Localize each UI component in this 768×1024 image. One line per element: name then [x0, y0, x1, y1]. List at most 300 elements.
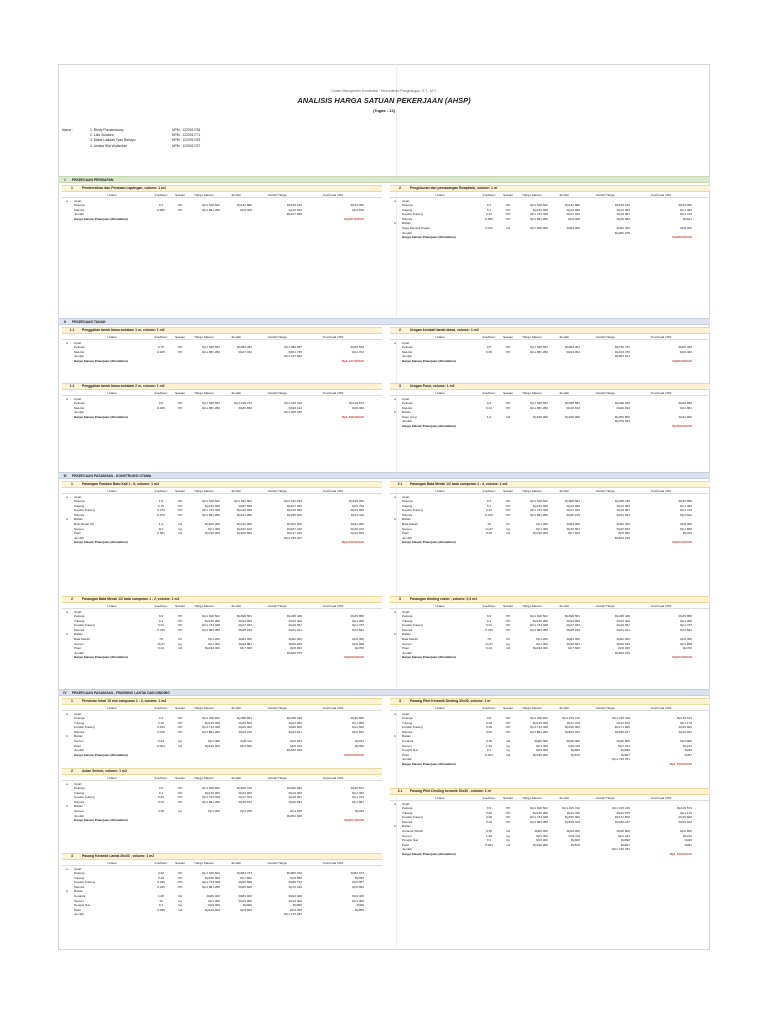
table-cell: Rp265.720: [236, 786, 252, 791]
table-cell: Rp171.600: [614, 725, 630, 730]
table-cell: Rp990: [292, 903, 302, 908]
column-header: Overhead 10%: [322, 604, 344, 608]
column-header: [390, 706, 400, 710]
table-cell: Rp31.041: [616, 512, 630, 517]
table-cell: Rp1.881.280: [202, 512, 220, 517]
table-cell: Rp351.000: [286, 813, 302, 818]
table-cell: a: [66, 340, 68, 345]
table-cell: Tukang: [402, 207, 413, 212]
table-cell: kg: [506, 748, 510, 753]
table-cell: OH: [505, 618, 511, 623]
table-cell: Rp26.572: [350, 786, 364, 791]
table-cell: Rp1.720.000,00: [669, 852, 692, 857]
table-cell: Mandor: [402, 216, 413, 221]
section-title: Pasang Plint Dinding keramik 30x30 , volume: 1 m': [410, 789, 492, 794]
table-cell: Upah: [74, 866, 82, 871]
table-cell: Rp250.800: [614, 414, 630, 419]
section-title-bar: [390, 327, 710, 334]
table-cell: a: [394, 711, 396, 716]
member-npm: NPM : 1220017/92: [172, 138, 201, 143]
table-cell: Jumlah: [74, 912, 84, 917]
table-cell: Upah: [74, 781, 82, 786]
table-cell: Rp9.000: [536, 748, 548, 753]
table-cell: OH: [505, 623, 511, 628]
column-header: Overhead 10%: [322, 776, 344, 780]
table-cell: 0.015: [157, 729, 165, 734]
table-cell: m3: [505, 842, 511, 847]
table-cell: 0.1: [486, 838, 492, 843]
table-cell: Rp9.406: [240, 207, 252, 212]
table-cell: Keramik: [402, 739, 414, 744]
table-cell: Rp709.933: [614, 419, 630, 424]
table-cell: Rp20.694: [288, 799, 302, 804]
table-cell: 0.1: [158, 903, 164, 908]
table-cell: Rp152.100: [236, 526, 252, 531]
table-cell: Harga Satuan Pekerjaan (dibulatkan): [402, 358, 456, 363]
table-cell: a: [66, 711, 68, 716]
table-cell: Rp9.000: [208, 903, 220, 908]
table-cell: 0.1: [486, 748, 492, 753]
table-cell: Rp1.408.439: [284, 410, 302, 415]
table-cell: Rp17.333: [238, 795, 252, 800]
table-cell: Rp9.405: [290, 907, 302, 912]
table-cell: Rp14.300: [616, 618, 630, 623]
table-cell: Mandor: [74, 405, 85, 410]
column-header: Uraian: [107, 604, 117, 608]
table-cell: 0.035: [157, 880, 165, 885]
table-cell: OH: [505, 729, 511, 734]
table-cell: kg: [178, 898, 182, 903]
table-cell: a: [394, 198, 396, 203]
table-cell: Rp30.800: [616, 829, 630, 834]
table-cell: Bata Merah: [74, 637, 90, 642]
table-cell: 70: [487, 522, 491, 527]
column-header: Satuan: [503, 335, 513, 339]
table-cell: Rp1.733.328: [530, 508, 548, 513]
table-cell: Rp7.600: [568, 531, 580, 536]
ahsp-section: [62, 383, 382, 419]
ahsp-section: [390, 788, 710, 857]
table-cell: Rp1.720.781: [612, 847, 630, 852]
table-cell: Rp22.800: [678, 414, 692, 419]
table-cell: Rp4.560: [240, 743, 252, 748]
column-header: Overhead 10%: [650, 489, 672, 493]
table-cell: Rp13.000: [566, 207, 580, 212]
column-header: Jumlah Harga: [595, 391, 615, 395]
table-cell: Rp28.219: [566, 512, 580, 517]
table-cell: b: [66, 734, 68, 739]
table-cell: Rp19.500: [238, 720, 252, 725]
table-cell: OH: [505, 508, 511, 513]
ahsp-section: [62, 481, 382, 545]
table-cell: Rp941: [682, 216, 692, 221]
table-cell: Rp1.328.602: [530, 499, 548, 504]
table-cell: Rp39.858: [350, 614, 364, 619]
section-number: 1: [71, 482, 73, 487]
column-header: Jumlah: [231, 604, 241, 608]
table-cell: Rp20.549: [616, 641, 630, 646]
table-cell: 0.09: [485, 815, 493, 820]
column-header: Jumlah Harga: [267, 776, 287, 780]
table-cell: Rp760: [682, 646, 692, 651]
table-cell: Rp1.300: [208, 641, 220, 646]
column-header: Overhead 10%: [322, 861, 344, 865]
column-header: Jumlah Harga: [267, 706, 287, 710]
table-cell: Rp130.000: [532, 618, 548, 623]
table-cell: Rp30.800: [616, 739, 630, 744]
table-cell: 0.04: [485, 531, 493, 536]
table-cell: Semen: [74, 526, 84, 531]
table-cell: Rp629.000,00: [344, 655, 364, 660]
ahsp-section: [62, 768, 382, 823]
column-header: Jumlah Harga: [267, 193, 287, 197]
table-cell: Rp17.333: [566, 623, 580, 628]
table-cell: m3: [505, 226, 511, 231]
table-cell: a: [66, 198, 68, 203]
table-cell: Upah: [402, 609, 410, 614]
total-row: [390, 235, 710, 240]
table-cell: Jumlah: [74, 354, 84, 359]
table-cell: Rp1.328.602: [530, 614, 548, 619]
table-cell: Bahan: [402, 517, 411, 522]
table-cell: Rp4.225: [240, 809, 252, 814]
table-cell: 14.37: [485, 641, 493, 646]
column-header: Jumlah: [559, 489, 569, 493]
table-cell: Rp142.999: [286, 508, 302, 513]
table-cell: Rp80.000: [534, 739, 548, 744]
section-title: Pasangan Bata Merah 1/2 batu campuran 1 : 2, volume: 1 m2: [82, 597, 180, 602]
table-cell: Rp119.574: [349, 401, 364, 406]
column-header: Jumlah Harga: [595, 489, 615, 493]
table-cell: OH: [505, 499, 511, 504]
column-header: Jumlah Harga: [595, 193, 615, 197]
table-cell: 6.24: [157, 739, 165, 744]
table-cell: 0.075: [157, 508, 165, 513]
total-row: [62, 540, 382, 545]
section-title: Penggalian tanah biasa sedalam 2 m, volume: 1 m3: [82, 384, 165, 389]
section-number: 2: [71, 597, 73, 602]
table-cell: Mandor: [402, 349, 413, 354]
table-cell: Rp627: [620, 752, 630, 757]
table-cell: Rp1.881: [352, 799, 364, 804]
table-cell: 18.37: [157, 641, 165, 646]
table-cell: Rp282.278: [614, 230, 630, 235]
column-header: Satuan: [503, 391, 513, 395]
total-row: [390, 852, 710, 857]
total-row: [62, 217, 382, 222]
table-cell: Rp533.469: [286, 748, 302, 753]
table-cell: 0.025: [157, 349, 165, 354]
section-title-bar: [62, 481, 382, 488]
table-cell: Rp1.195.742: [562, 716, 580, 721]
table-cell: Rp10.382: [616, 216, 630, 221]
table-cell: 0.005: [157, 207, 165, 212]
column-header: Jumlah Harga: [595, 706, 615, 710]
table-cell: OH: [505, 627, 511, 632]
table-cell: b: [394, 517, 396, 522]
column-header: Koefisien: [154, 706, 168, 710]
table-cell: Pekerja: [74, 203, 85, 208]
table-cell: Rp11.700: [566, 720, 580, 725]
table-cell: a: [66, 866, 68, 871]
column-header: Koefisien: [482, 796, 496, 800]
table-cell: Rp107.250: [286, 503, 302, 508]
table-cell: Rp2.331: [618, 743, 630, 748]
table-cell: Rp1.733.328: [530, 815, 548, 820]
table-cell: Batu Belah 20: [74, 522, 94, 527]
table-cell: 0.01: [485, 623, 493, 628]
section-number: 1: [71, 699, 73, 704]
table-cell: 0.3: [158, 614, 164, 619]
table-cell: Mandor: [402, 819, 413, 824]
table-cell: Semen: [74, 641, 84, 646]
column-header: Harga Satuan: [522, 706, 542, 710]
table-cell: b: [66, 517, 68, 522]
section-title-bar: [62, 383, 382, 390]
section-title-bar: [390, 596, 710, 603]
section-title-bar: [390, 698, 710, 705]
table-cell: m2: [505, 739, 511, 744]
table-cell: b: [66, 889, 68, 894]
table-cell: Rp351.000,00: [344, 818, 364, 823]
table-cell: a: [66, 494, 68, 499]
table-cell: Kepala Tukang: [402, 815, 423, 820]
table-cell: OH: [177, 795, 183, 800]
table-cell: Tukang: [402, 720, 413, 725]
table-cell: 0.01: [157, 623, 165, 628]
table-cell: Rp8.400: [680, 637, 692, 642]
table-cell: m3: [177, 522, 183, 527]
table-cell: a: [394, 396, 396, 401]
table-cell: bh: [178, 637, 182, 642]
table-cell: Rp8.923: [290, 739, 302, 744]
column-header: Overhead 10%: [650, 604, 672, 608]
category-band: [58, 176, 710, 183]
table-cell: Harga Satuan Pekerjaan (dibulatkan): [74, 655, 128, 660]
column-header: [62, 391, 72, 395]
table-cell: 0.1: [158, 618, 164, 623]
table-cell: Rp1.950: [352, 720, 364, 725]
table-cell: Rp438.439: [286, 614, 302, 619]
table-cell: m2: [177, 894, 183, 899]
table-cell: Rp423: [354, 809, 364, 814]
ahsp-section: [62, 327, 382, 363]
table-cell: Rp8.400: [352, 894, 364, 899]
table-cell: Pekerja: [402, 614, 413, 619]
column-header: Jumlah: [231, 335, 241, 339]
table-cell: Upah: [402, 396, 410, 401]
table-cell: 0.05: [485, 349, 493, 354]
column-header: Overhead 10%: [322, 335, 344, 339]
table-cell: Rp190.000: [532, 842, 548, 847]
table-cell: Bata Merah: [402, 522, 418, 527]
table-cell: m3: [177, 531, 183, 536]
table-cell: OH: [505, 614, 511, 619]
section-title: Pasang Keramik Lantai 30x30 , volume: 1 m2: [82, 854, 155, 859]
table-cell: Rp1.881.280: [202, 349, 220, 354]
table-cell: Rp80.000: [206, 894, 220, 899]
table-cell: Pekerja: [402, 806, 413, 811]
table-cell: Jumlah: [74, 410, 84, 415]
table-cell: Rp106.590: [236, 531, 252, 536]
column-header: [390, 391, 400, 395]
column-header: Harga Satuan: [522, 604, 542, 608]
column-header: [390, 796, 400, 800]
table-cell: kg: [506, 743, 510, 748]
table-cell: Tukang: [402, 618, 413, 623]
table-cell: Pasir: [402, 842, 410, 847]
table-cell: Rp65.845: [238, 884, 252, 889]
table-cell: OH: [177, 503, 183, 508]
table-cell: Rp14.300: [288, 618, 302, 623]
table-cell: 70: [487, 637, 491, 642]
table-cell: Bahan: [74, 734, 83, 739]
table-cell: Rp2.822: [680, 512, 692, 517]
table-cell: Rp760: [682, 531, 692, 536]
table-cell: OH: [505, 401, 511, 406]
table-cell: Harga Satuan Pekerjaan (dibulatkan): [402, 762, 456, 767]
total-row: [62, 818, 382, 823]
table-cell: OH: [505, 716, 511, 721]
table-cell: Rp1.328.602: [202, 871, 220, 876]
table-cell: m3: [505, 414, 511, 419]
group-members: [62, 128, 232, 149]
section-title: Urugan Pasir, volume: 1 m3: [410, 384, 455, 389]
table-cell: Rp13.000: [566, 618, 580, 623]
table-cell: Keramik 30x30: [402, 829, 423, 834]
table-cell: Rp1.328.602: [530, 203, 548, 208]
table-cell: Tukang: [74, 875, 85, 880]
table-cell: Bahan: [402, 221, 411, 226]
table-cell: Rp20.694: [616, 405, 630, 410]
table-cell: Rp760: [354, 646, 364, 651]
column-header: Uraian: [107, 861, 117, 865]
table-cell: Kayu Meranti Papan: [402, 226, 431, 231]
table-cell: Rp1.328.602: [530, 345, 548, 350]
table-cell: Rp1.300: [680, 207, 692, 212]
total-row: [390, 540, 710, 545]
table-cell: Harga Satuan Pekerjaan (dibulatkan): [402, 540, 456, 545]
members-label: Nama :: [62, 128, 73, 132]
table-cell: kg: [178, 739, 182, 744]
table-cell: 0.075: [157, 512, 165, 517]
table-cell: Rp92.400: [288, 637, 302, 642]
table-cell: Mandor: [402, 405, 413, 410]
column-header: Uraian: [107, 391, 117, 395]
table-cell: Harga Satuan Pekerjaan (dibulatkan): [74, 752, 128, 757]
table-cell: OH: [505, 405, 511, 410]
table-cell: Rp1.992.903: [234, 499, 252, 504]
table-cell: Rp1.720.000,00: [669, 762, 692, 767]
table-cell: Rp90: [356, 903, 364, 908]
table-cell: Pekerja: [74, 499, 85, 504]
table-cell: Rp1.315.316: [612, 806, 630, 811]
table-cell: Rp212: [682, 743, 692, 748]
table-cell: Rp190.000: [532, 531, 548, 536]
table-cell: kg: [178, 903, 182, 908]
table-cell: Semen: [402, 526, 412, 531]
table-cell: OH: [177, 880, 183, 885]
table-cell: Rp28.219: [238, 627, 252, 632]
column-header: Harga Satuan: [194, 776, 214, 780]
table-cell: b: [394, 824, 396, 829]
table-cell: b: [394, 632, 396, 637]
table-cell: Rp155.206: [286, 512, 302, 517]
table-cell: Tukang: [402, 810, 413, 815]
table-cell: Rp990: [620, 748, 630, 753]
column-header: Satuan: [503, 489, 513, 493]
table-cell: Kepala Tukang: [74, 508, 95, 513]
table-cell: 0.9: [158, 401, 164, 406]
table-cell: Rp1.328.602: [530, 716, 548, 721]
table-cell: Rp1.881: [680, 405, 692, 410]
table-cell: 0.1: [486, 618, 492, 623]
table-cell: Bata Merah: [402, 637, 418, 642]
column-header: Harga Satuan: [194, 193, 214, 197]
table-cell: 0.09: [485, 725, 493, 730]
table-cell: 0.3: [486, 614, 492, 619]
table-cell: Rp14.300: [288, 898, 302, 903]
table-cell: OH: [177, 349, 183, 354]
table-cell: Pasir: [74, 646, 82, 651]
table-cell: a: [394, 609, 396, 614]
column-header: Jumlah: [559, 391, 569, 395]
table-cell: Kepala Tukang: [402, 725, 423, 730]
table-cell: Rp1.300: [208, 739, 220, 744]
table-cell: Rp1.328.602: [202, 716, 220, 721]
table-cell: Rp9.000: [536, 838, 548, 843]
table-cell: Jumlah: [402, 650, 412, 655]
table-cell: Rp398.581: [564, 499, 580, 504]
section-title: Urugan kembali tanah biasa, volume: 1 m3: [410, 328, 479, 333]
table-cell: Rp26.000: [238, 725, 252, 730]
table-cell: Rp8.360: [618, 531, 630, 536]
table-cell: Rp438.439: [614, 499, 630, 504]
table-cell: Upah: [402, 340, 410, 345]
ahsp-section: [62, 853, 382, 917]
table-cell: Rp1.881.280: [530, 512, 548, 517]
table-cell: Rp1.881.280: [202, 884, 220, 889]
ahsp-section: [390, 383, 710, 429]
table-cell: Rp169.315: [564, 729, 580, 734]
table-cell: OH: [177, 729, 183, 734]
table-cell: Rp103.470: [614, 349, 630, 354]
member-name: 1. Rindy Purnamasary: [90, 128, 124, 132]
table-cell: OH: [177, 725, 183, 730]
table-cell: Rp1.315.316: [612, 716, 630, 721]
table-cell: Upah: [74, 711, 82, 716]
table-cell: Rp84.658: [238, 405, 252, 410]
table-cell: Mandor: [74, 627, 85, 632]
table-cell: Bahan: [74, 517, 83, 522]
column-header: [62, 706, 72, 710]
table-cell: Rp855: [354, 907, 364, 912]
table-cell: Rp13.286: [350, 203, 364, 208]
table-cell: kg: [506, 838, 510, 843]
table-cell: Rp823.733: [236, 871, 252, 876]
table-cell: Rp1.300: [680, 503, 692, 508]
table-cell: Rp26.269: [288, 641, 302, 646]
column-header: Satuan: [175, 861, 185, 865]
table-cell: Rp8.360: [290, 646, 302, 651]
table-cell: Rp1.195.742: [234, 401, 252, 406]
section-number: 2: [399, 328, 401, 333]
table-cell: Rp1.300: [208, 809, 220, 814]
table-cell: Rp12.870: [616, 810, 630, 815]
table-cell: 0.1: [486, 503, 492, 508]
table-cell: Rp1.881.280: [530, 729, 548, 734]
table-cell: 0.015: [485, 512, 493, 517]
